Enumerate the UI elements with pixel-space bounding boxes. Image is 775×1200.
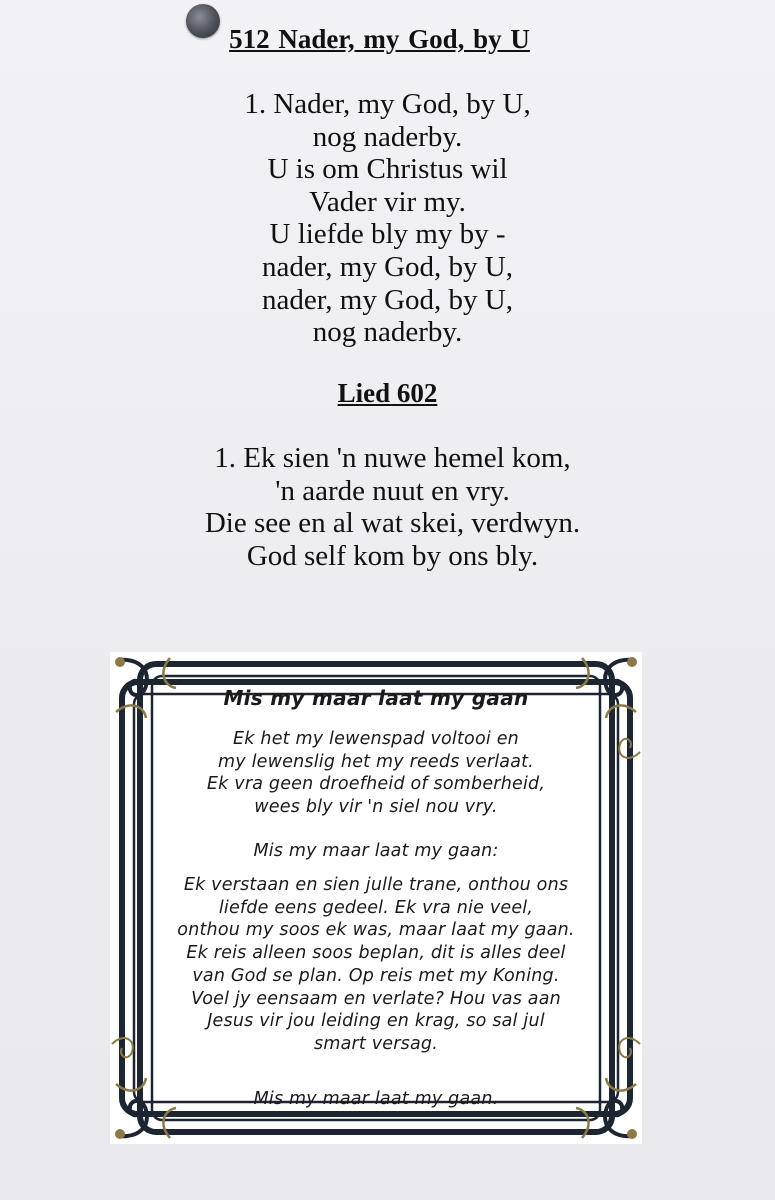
poem-refrain bbox=[110, 840, 642, 863]
poem-card bbox=[110, 652, 642, 1144]
verse-line: 'n aarde nuut en vry. bbox=[275, 474, 510, 507]
verse-line: nog naderby. bbox=[312, 316, 463, 349]
poem-line: Mis my maar laat my gaan: bbox=[253, 841, 499, 861]
poem-title: Mis my maar laat my gaan bbox=[223, 686, 529, 710]
verse-line: 1. Ek sien 'n nuwe hemel kom, bbox=[214, 442, 571, 474]
verse-line: nader, my God, by U, bbox=[262, 283, 513, 316]
poem-line: wees bly vir 'n siel nou vry. bbox=[254, 797, 498, 818]
poem-stanza bbox=[110, 874, 642, 1056]
verse-line: nader, my God, by U, bbox=[262, 250, 513, 283]
poem-line: my lewenslig het my reeds verlaat. bbox=[218, 751, 534, 772]
poem-stanza bbox=[110, 728, 642, 819]
lied-602-verse bbox=[5, 442, 775, 572]
poem-line: liefde eens gedeel. Ek vra nie veel, bbox=[218, 897, 534, 918]
hymn-512-title: 512 Nader, my God, by U bbox=[229, 24, 530, 54]
verse-line: U liefde bly my by - bbox=[269, 218, 506, 251]
poem-line: Jesus vir jou leiding en krag, so sal jul bbox=[207, 1011, 545, 1032]
poem-line: smart versag. bbox=[314, 1033, 438, 1054]
verse-line: God self kom by ons bly. bbox=[246, 539, 539, 572]
poem-line: Ek het my lewenspad voltooi en bbox=[233, 729, 519, 749]
poem-text bbox=[110, 652, 642, 1144]
verse-line: nog naderby. bbox=[312, 120, 463, 153]
verse-line: Vader vir my. bbox=[309, 185, 466, 218]
lied-602-title: Lied 602 bbox=[337, 378, 438, 408]
verse-line: U is om Christus wil bbox=[267, 153, 508, 186]
poem-line: van God se plan. Op reis met my Koning. bbox=[192, 965, 560, 986]
poem-line: Ek vra geen droefheid of somberheid, bbox=[206, 774, 546, 795]
verse-line: Die see en al wat skei, verdwyn. bbox=[204, 507, 581, 540]
poem-refrain bbox=[110, 1088, 642, 1111]
poem-line: Ek reis alleen soos beplan, dit is alles deel bbox=[186, 943, 566, 964]
poem-line: onthou my soos ek was, maar laat my gaan. bbox=[177, 920, 575, 941]
poem-line: Mis my maar laat my gaan. bbox=[253, 1089, 499, 1109]
poem-line: Voel jy eensaam en verlate? Hou vas aan bbox=[191, 988, 561, 1009]
hymn-512-verse bbox=[0, 88, 775, 349]
verse-line: 1. Nader, my God, by U, bbox=[244, 88, 531, 120]
poem-line: Ek verstaan en sien julle trane, onthou ons bbox=[183, 875, 569, 895]
